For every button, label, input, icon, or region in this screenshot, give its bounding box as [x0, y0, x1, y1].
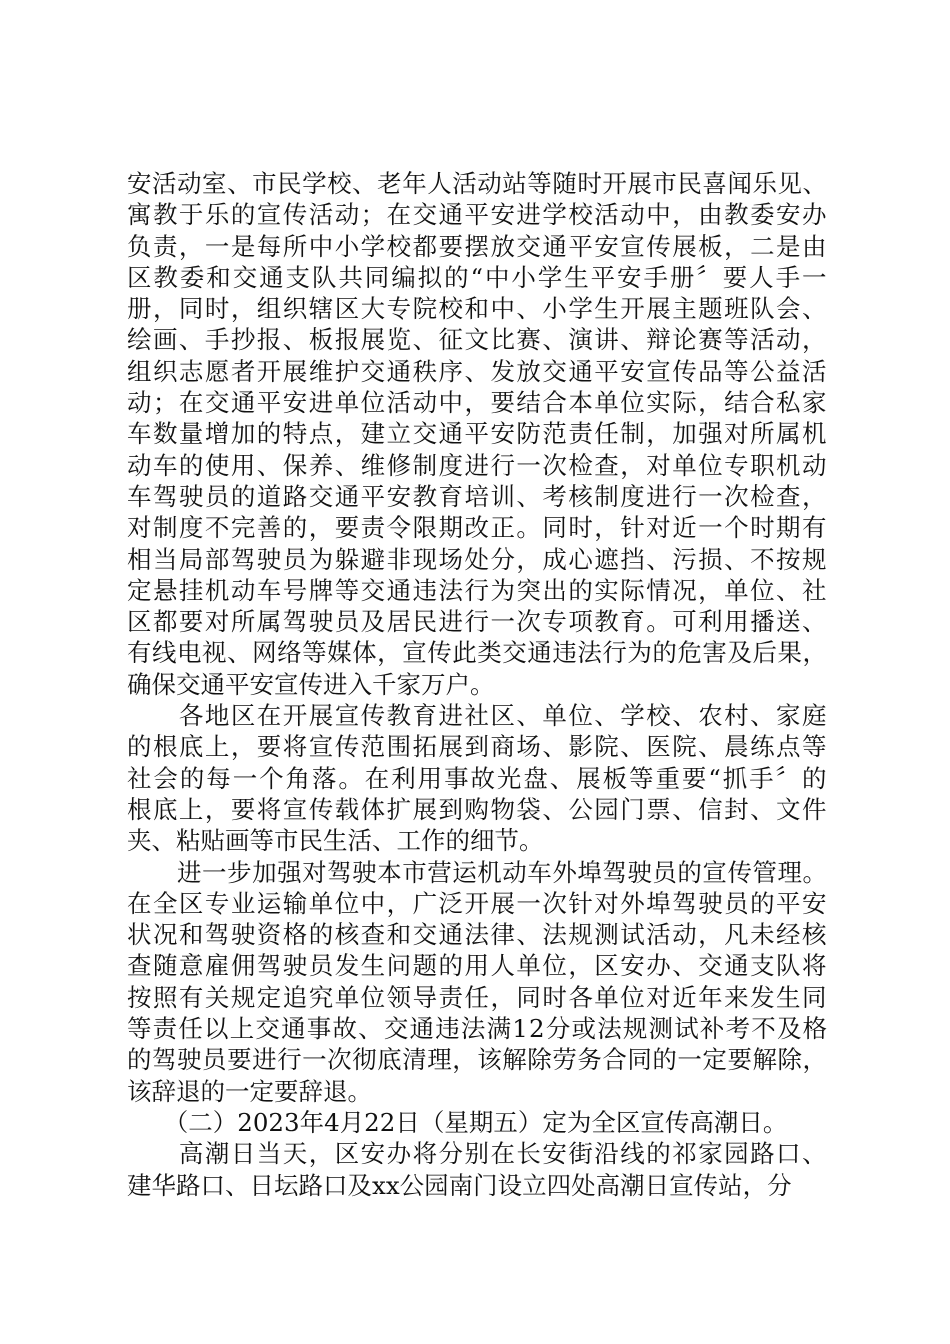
- paragraph-2: [127, 700, 827, 856]
- text-line: 按照有关规定追究单位领导责任，同时各单位对近年来发生同: [127, 982, 828, 1012]
- text-line: 动；在交通平安进单位活动中，要结合本单位实际，结合私家: [127, 388, 828, 418]
- text-line: 有线电视、网络等媒体，宣传此类交通违法行为的危害及后果，: [127, 638, 828, 668]
- paragraph-4: [127, 1107, 827, 1138]
- text-line: 册，同时，组织辖区大专院校和中、小学生开展主题班队会、: [127, 294, 828, 324]
- text-line: 在全区专业运输单位中，广泛开展一次针对外埠驾驶员的平安: [127, 888, 828, 918]
- text-line: 寓教于乐的宣传活动；在交通平安进学校活动中，由教委安办: [127, 200, 828, 230]
- text-line: 等责任以上交通事故、交通违法满12分或法规测试补考不及格: [127, 1014, 829, 1044]
- text-line: 各地区在开展宣传教育进社区、单位、学校、农村、家庭: [127, 701, 828, 731]
- text-line: 该辞退的一定要辞退。: [127, 1076, 372, 1106]
- body-text: [127, 168, 827, 1201]
- text-line: 负责，一是每所中小学校都要摆放交通平安宣传展板，二是由: [127, 231, 828, 261]
- text-line: （二）2023年4月22日（星期五）定为全区宣传高潮日。: [127, 1107, 788, 1137]
- text-line: 区教委和交通支队共同编拟的“中小学生平安手册〞要人手一: [127, 262, 829, 292]
- text-line: 确保交通平安宣传进入千家万户。: [127, 669, 495, 699]
- text-line: 对制度不完善的，要责令限期改正。同时，针对近一个时期有: [127, 513, 828, 543]
- paragraph-3: [127, 857, 827, 1107]
- text-line: 区都要对所属驾驶员及居民进行一次专项教育。可利用播送、: [127, 607, 828, 637]
- text-line: 进一步加强对驾驶本市营运机动车外埠驾驶员的宣传管理。: [127, 857, 828, 887]
- text-line: 车驾驶员的道路交通平安教育培训、考核制度进行一次检查，: [127, 481, 828, 511]
- text-line: 根底上，要将宣传载体扩展到购物袋、公园门票、信封、文件: [127, 794, 828, 824]
- text-line: 组织志愿者开展维护交通秩序、发放交通平安宣传品等公益活: [127, 356, 828, 386]
- text-line: 绘画、手抄报、板报展览、征文比赛、演讲、辩论赛等活动，: [127, 325, 828, 355]
- text-line: 夹、粘贴画等市民生活、工作的细节。: [127, 826, 544, 856]
- text-line: 安活动室、市民学校、老年人活动站等随时开展市民喜闻乐见、: [127, 169, 828, 198]
- text-line: 高潮日当天，区安办将分别在长安街沿线的祁家园路口、: [127, 1139, 828, 1169]
- text-line: 相当局部驾驶员为躲避非现场处分，成心遮挡、污损、不按规: [127, 544, 828, 574]
- text-line: 定悬挂机动车号牌等交通违法行为突出的实际情况，单位、社: [127, 575, 828, 605]
- text-line: 查随意雇佣驾驶员发生问题的用人单位，区安办、交通支队将: [127, 951, 828, 981]
- paragraph-1: [127, 168, 827, 700]
- text-line: 状况和驾驶资格的核查和交通法律、法规测试活动，凡未经核: [127, 920, 828, 950]
- paragraph-5: [127, 1138, 827, 1201]
- text-line: 的驾驶员要进行一次彻底清理，该解除劳务合同的一定要解除，: [127, 1045, 828, 1075]
- text-line: 社会的每一个角落。在利用事故光盘、展板等重要“抓手〞的: [127, 763, 829, 793]
- text-line: 车数量增加的特点，建立交通平安防范责任制，加强对所属机: [127, 419, 828, 449]
- text-line: 动车的使用、保养、维修制度进行一次检查，对单位专职机动: [127, 450, 828, 480]
- text-line: 的根底上，要将宣传范围拓展到商场、影院、医院、晨练点等: [127, 732, 828, 762]
- text-line: 建华路口、日坛路口及xx公园南门设立四处高潮日宣传站，分: [127, 1170, 792, 1200]
